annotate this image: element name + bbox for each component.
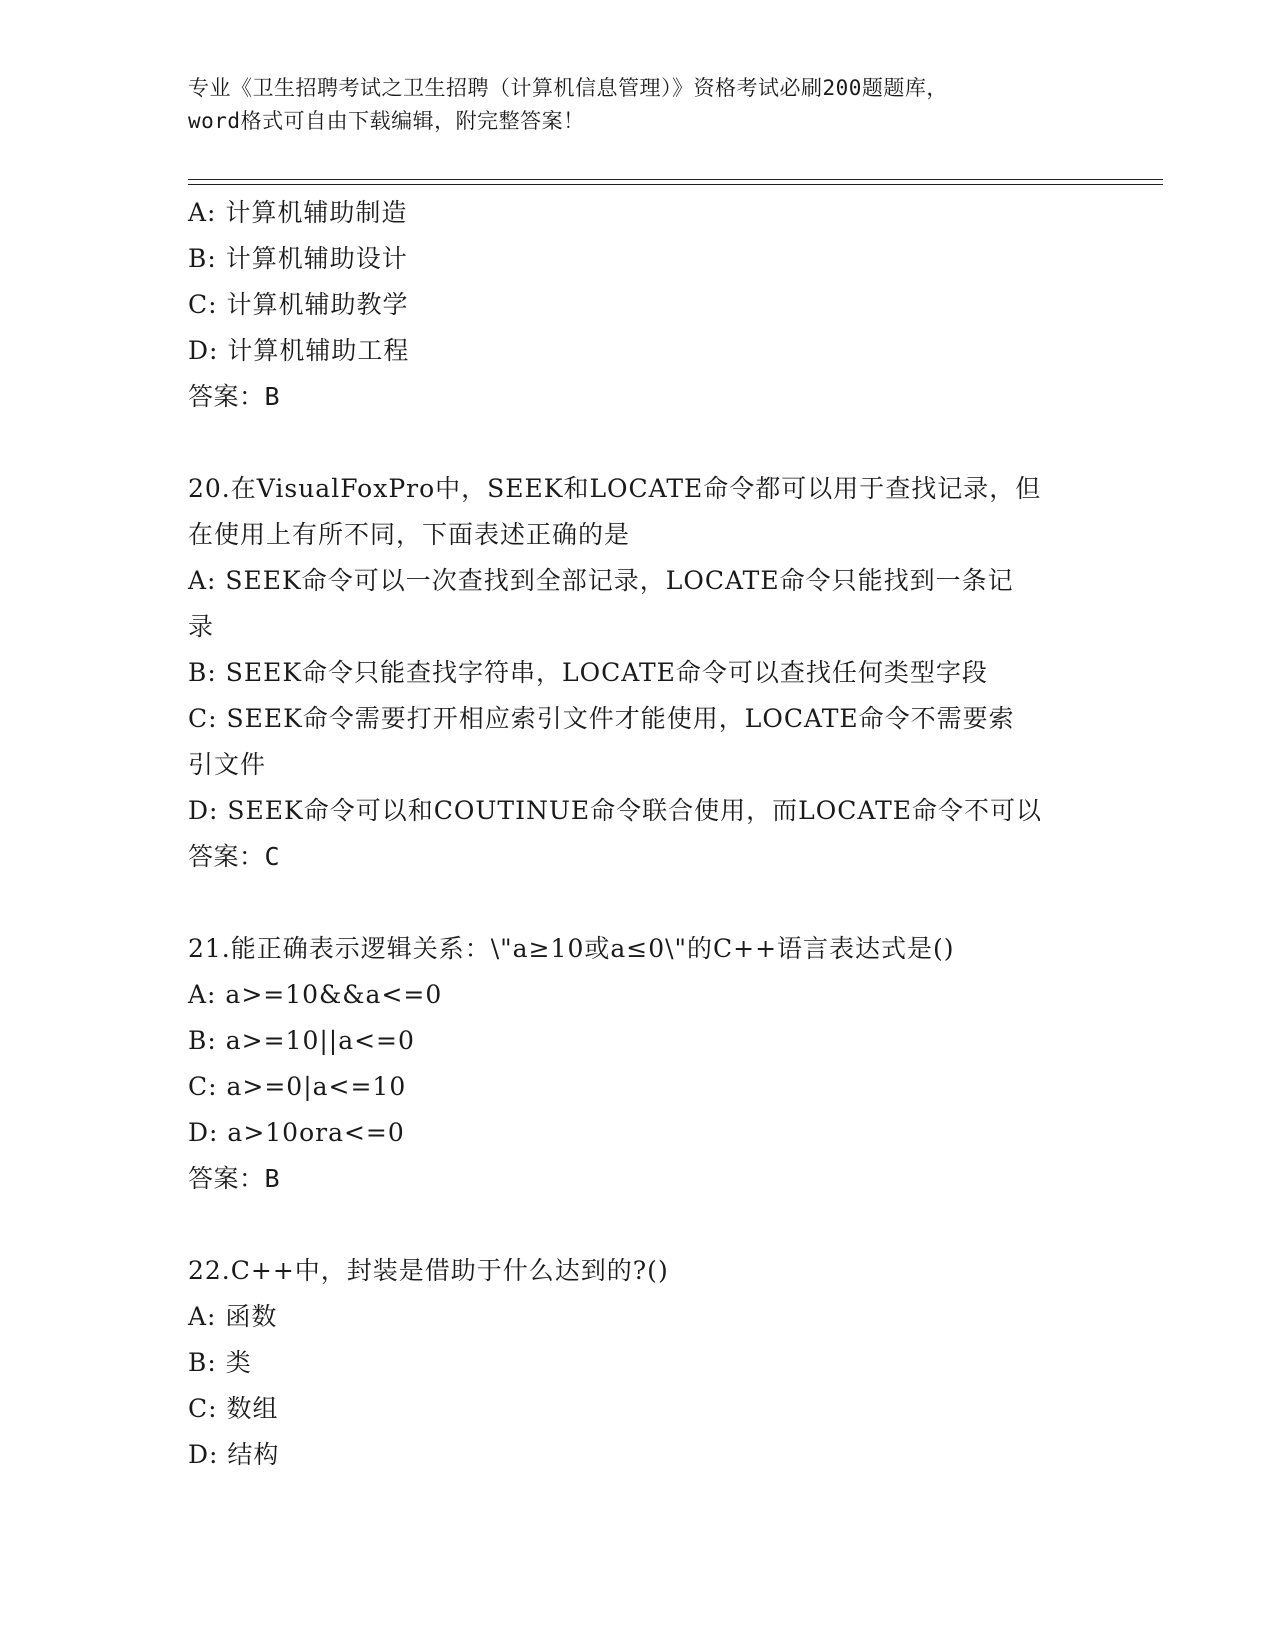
- spacer: [188, 1202, 1088, 1248]
- answer-line: 答案：C: [188, 842, 281, 871]
- option-d: D: 计算机辅助工程: [188, 336, 410, 365]
- answer-line: 答案：B: [188, 1164, 281, 1193]
- question-list: [188, 190, 1088, 1478]
- question-text: 22.C++中，封装是借助于什么达到的?(): [188, 1256, 669, 1285]
- option-a: A: 函数: [188, 1302, 278, 1331]
- option-b: B: 计算机辅助设计: [188, 244, 408, 273]
- option-d: D: 结构: [188, 1440, 280, 1469]
- option-c-continued: 引文件: [188, 750, 267, 779]
- question-20: [188, 466, 1088, 880]
- question-text: 20.在VisualFoxPro中，SEEK和LOCATE命令都可以用于查找记录，但: [188, 474, 1042, 503]
- option-c: C: SEEK命令需要打开相应索引文件才能使用，LOCATE命令不需要索: [188, 704, 1015, 733]
- option-d: D: SEEK命令可以和COUTINUE命令联合使用，而LOCATE命令不可以: [188, 796, 1042, 825]
- header-line-2: word格式可自由下载编辑，附完整答案！: [188, 109, 585, 133]
- option-b: B: SEEK命令只能查找字符串，LOCATE命令可以查找任何类型字段: [188, 658, 988, 687]
- question-22: [188, 1248, 1088, 1478]
- option-c: C: 数组: [188, 1394, 279, 1423]
- question-19: [188, 190, 1088, 420]
- spacer: [188, 420, 1088, 466]
- document-header: [188, 72, 1088, 138]
- header-divider-bottom: [188, 184, 1163, 185]
- question-21: [188, 926, 1088, 1202]
- spacer: [188, 880, 1088, 926]
- option-c: C: 计算机辅助教学: [188, 290, 409, 319]
- answer-line: 答案：B: [188, 382, 281, 411]
- option-a: A: a>=10&&a<=0: [188, 980, 443, 1009]
- option-d: D: a>10ora<=0: [188, 1118, 405, 1147]
- question-text-continued: 在使用上有所不同，下面表述正确的是: [188, 520, 631, 549]
- option-b: B: a>=10||a<=0: [188, 1026, 415, 1055]
- option-b: B: 类: [188, 1348, 252, 1377]
- option-a: A: 计算机辅助制造: [188, 198, 408, 227]
- option-a-continued: 录: [188, 612, 215, 641]
- question-text: 21.能正确表示逻辑关系：\"a≥10或a≤0\"的C++语言表达式是(): [188, 934, 955, 963]
- header-divider-top: [188, 179, 1163, 180]
- option-c: C: a>=0|a<=10: [188, 1072, 407, 1101]
- option-a: A: SEEK命令可以一次查找到全部记录，LOCATE命令只能找到一条记: [188, 566, 1014, 595]
- header-line-1: 专业《卫生招聘考试之卫生招聘（计算机信息管理）》资格考试必刷200题题库，: [188, 76, 948, 100]
